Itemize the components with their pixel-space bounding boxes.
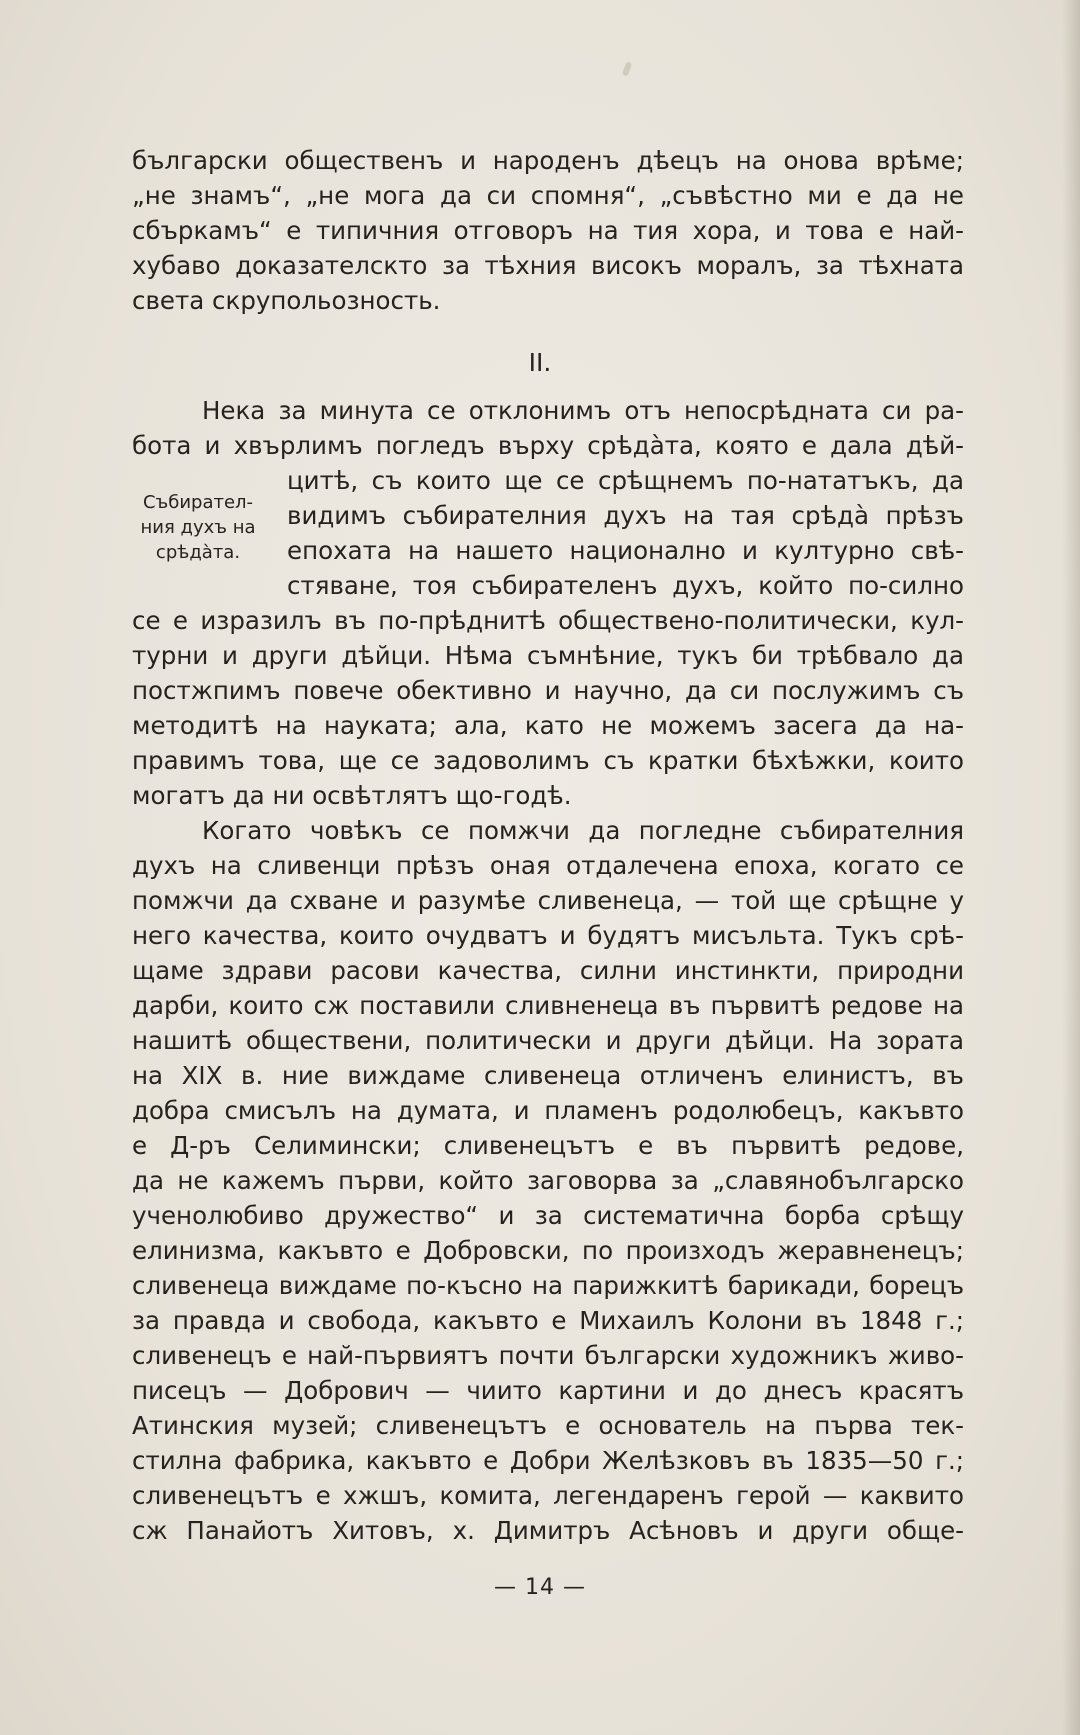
- text-line: помжчи да схване и разумѣе сливенеца, — той ще срѣщне у: [132, 886, 964, 915]
- paper-speck: [622, 61, 632, 76]
- text-line: добра смисълъ на думата, и пламенъ родолюбецъ, какъвто: [132, 1096, 964, 1125]
- text-line: епохата на нашето национално и културно свѣ-: [287, 536, 964, 565]
- text-line: методитѣ на науката; ала, като не можемъ засега да на-: [132, 711, 964, 740]
- margin-note-line: срѣдàта.: [155, 542, 241, 563]
- text-line: постжпимъ повече обективно и научно, да си послужимъ съ: [132, 676, 964, 705]
- text-line: сливенецътъ е хжшъ, комита, легендаренъ герой — каквито: [132, 1481, 964, 1510]
- text-line: бота и хвърлимъ погледъ върху срѣдàта, която е дала дѣй-: [132, 431, 964, 460]
- text-line: сбъркамъ“ е типичния отговоръ на тия хора, и това е най-: [132, 216, 964, 245]
- text-line: ученолюбиво дружество“ и за систематична борба срѣщу: [132, 1201, 964, 1230]
- text-line: стилна фабрика, какъвто е Добри Желѣзковъ въ 1835—50 г.;: [132, 1446, 964, 1475]
- text-line: правимъ това, ще се задоволимъ съ кратки бѣхѣжки, които: [132, 746, 964, 775]
- text-line: духъ на сливенци прѣзъ оная отдалечена епоха, когато се: [132, 851, 964, 880]
- text-line: да не кажемъ първи, който заговорва за „славянобългарско: [132, 1166, 964, 1195]
- text-line: цитѣ, съ които ще се срѣщнемъ по-нататъкъ, да: [287, 466, 964, 495]
- text-line: могатъ да ни освѣтлятъ що-годѣ.: [132, 781, 572, 810]
- text-line: щаме здрави расови качества, силни инстинкти, природни: [132, 956, 964, 985]
- page-edge-shadow: [1062, 0, 1080, 1735]
- text-line: турни и други дѣйци. Нѣма съмнѣние, тукъ би трѣбвало да: [132, 641, 964, 670]
- margin-note: [128, 490, 268, 565]
- text-line: „не знамъ“, „не мога да си спомня“, „съвѣстно ми е да не: [132, 181, 964, 210]
- text-line: видимъ събирателния духъ на тая срѣдà прѣзъ: [287, 501, 964, 530]
- text-line: хубаво доказателскто за тѣхния високъ моралъ, за тѣхната: [132, 251, 964, 280]
- text-line: Атинския музей; сливенецътъ е основатель на първа тек-: [132, 1411, 964, 1440]
- text-line: дарби, които сж поставили сливненеца въ първитѣ редове на: [132, 991, 964, 1020]
- text-line: сливенеца виждаме по-късно на парижкитѣ барикади, борецъ: [132, 1271, 964, 1300]
- section-heading: II.: [528, 348, 552, 377]
- margin-note-line: ния духъ на: [140, 517, 256, 538]
- text-line: сж Панайотъ Хитовъ, х. Димитръ Асѣновъ и други обще-: [132, 1516, 964, 1545]
- text-line: е Д-ръ Селимински; сливенецътъ е въ първитѣ редове,: [132, 1131, 964, 1160]
- text-line: него качества, които очудватъ и будятъ мисъльта. Тукъ срѣ-: [132, 921, 964, 950]
- margin-note-line: Събирател-: [142, 492, 254, 513]
- text-line: се е изразилъ въ по-прѣднитѣ обществено-политически, кул-: [132, 606, 964, 635]
- text-line: елинизма, какъвто е Добровски, по произходъ жеравненецъ;: [132, 1236, 964, 1265]
- text-line: света скрупольозность.: [132, 286, 441, 315]
- text-line: стяване, тоя събирателенъ духъ, който по-силно: [287, 571, 964, 600]
- text-line: на XIX в. ние виждаме сливенеца отличенъ елинистъ, въ: [132, 1061, 964, 1090]
- page-number: — 14 —: [494, 1575, 586, 1600]
- text-line: български общественъ и народенъ дѣецъ на онова врѣме;: [132, 146, 964, 175]
- text-line: нашитѣ обществени, политически и други дѣйци. На зората: [132, 1026, 964, 1055]
- text-line: Когато човѣкъ се помжчи да погледне събирателния: [202, 816, 964, 845]
- text-line: за правда и свобода, какъвто е Михаилъ Колони въ 1848 г.;: [132, 1306, 964, 1335]
- text-line: писецъ — Добрович — чиито картини и до днесъ красятъ: [132, 1376, 964, 1405]
- text-line: сливенецъ е най-първиятъ почти български художникъ живо-: [132, 1341, 964, 1370]
- text-line: Нека за минута се отклонимъ отъ непосрѣдната си ра-: [202, 396, 964, 425]
